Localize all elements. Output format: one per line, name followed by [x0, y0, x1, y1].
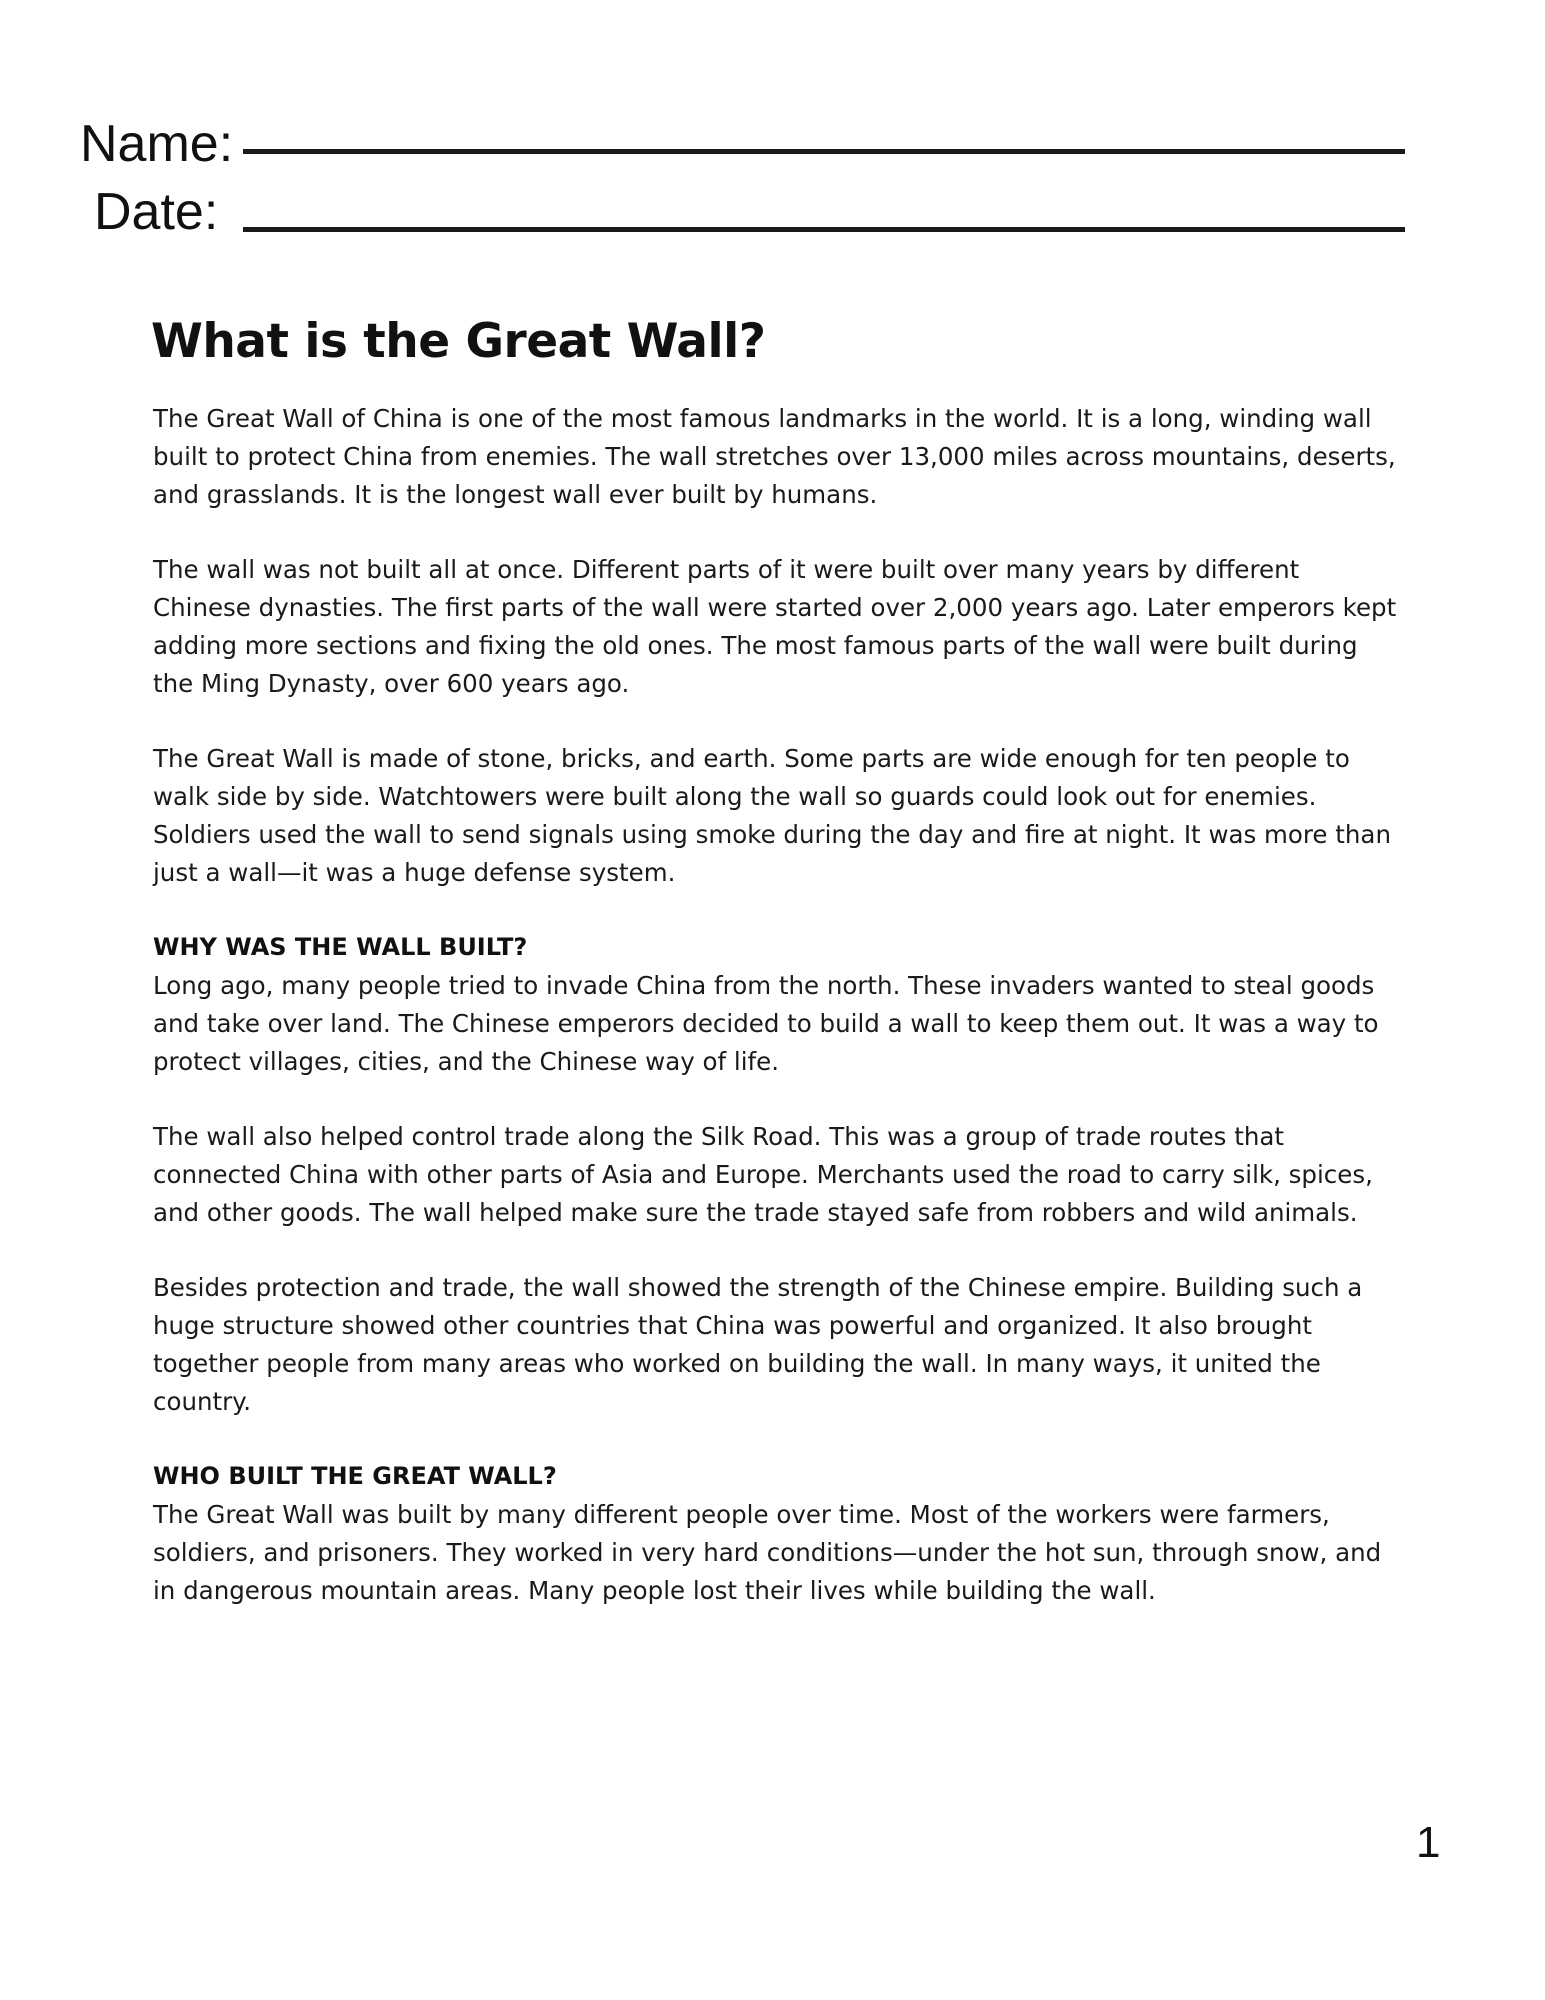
paragraph: The Great Wall is made of stone, bricks, and earth. Some parts are wide enough for ten people to walk side by side. Watchtowers were built along the wall so guards could look out for enemies. Soldiers used the wall to send signals using smoke during the day and fire at night. It was more than just a wall—it was a huge defense system.: [153, 744, 1391, 887]
name-label: Name:: [80, 115, 234, 173]
page-title: What is the Great Wall?: [151, 314, 766, 369]
paragraph: The wall also helped control trade along the Silk Road. This was a group of trade routes that connected China with other parts of Asia and Europe. Merchants used the road to carry silk, spices, and other goods. The wall helped make sure the trade stayed safe from robbers and wild animals.: [153, 1122, 1373, 1227]
section-why-built: [153, 929, 1398, 1420]
date-label: Date:: [94, 183, 219, 241]
section-heading: WHY WAS THE WALL BUILT?: [153, 933, 528, 962]
paragraph: The wall was not built all at once. Different parts of it were built over many years by different Chinese dynasties. The first parts of the wall were started over 2,000 years ago. Later emperors kept adding more sections and fixing the old ones. The most famous parts of the wall were built during the Ming Dynasty, over 600 years ago.: [153, 555, 1397, 698]
name-write-line: [243, 149, 1405, 154]
article: [153, 306, 1398, 1647]
section-heading: WHO BUILT THE GREAT WALL?: [153, 1462, 557, 1491]
date-field: [0, 182, 1545, 242]
paragraph: Besides protection and trade, the wall showed the strength of the Chinese empire. Building such a huge structure showed other countries that China was powerful and organized. It also brought together people from many areas who worked on building the wall. In many ways, it united the country.: [153, 1273, 1363, 1416]
page-number: 1: [1416, 1818, 1441, 1867]
section-who-built: [153, 1458, 1398, 1609]
date-write-line: [243, 227, 1405, 232]
name-field: [0, 114, 1545, 174]
paragraph: Long ago, many people tried to invade China from the north. These invaders wanted to steal goods and take over land. The Chinese emperors decided to build a wall to keep them out. It was a way to protect villages, cities, and the Chinese way of life.: [153, 970, 1379, 1076]
paragraph: The Great Wall was built by many different people over time. Most of the workers were farmers, soldiers, and prisoners. They worked in very hard conditions—under the hot sun, through snow, and in dangerous mountain areas. Many people lost their lives while building the wall.: [153, 1500, 1382, 1605]
paragraph: The Great Wall of China is one of the most famous landmarks in the world. It is a long, winding wall built to protect China from enemies. The wall stretches over 13,000 miles across mountains, deserts, and grasslands. It is the longest wall ever built by humans.: [153, 404, 1396, 509]
